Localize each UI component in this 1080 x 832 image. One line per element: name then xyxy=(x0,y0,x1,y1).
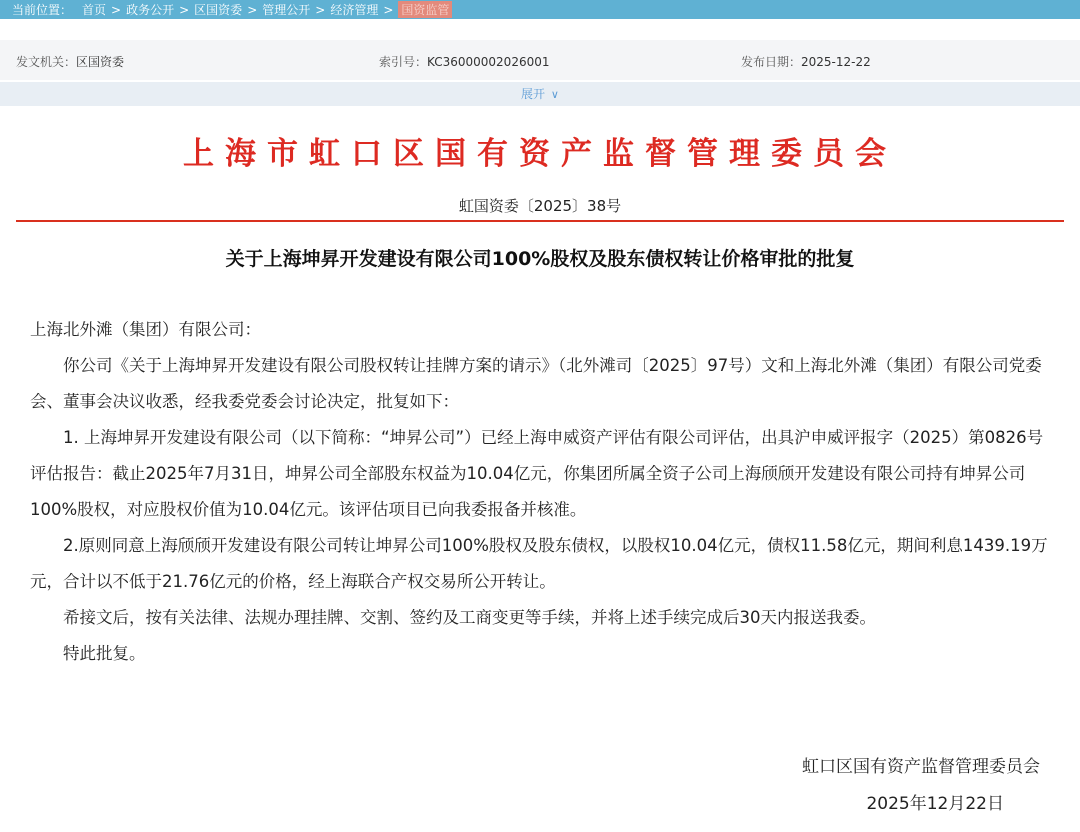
body-paragraph: 你公司《关于上海坤昇开发建设有限公司股权转让挂牌方案的请示》（北外滩司〔2025〕97号）文和上海北外滩（集团）有限公司党委会、董事会决议收悉，经我委党委会讨论决定，批复如下： xyxy=(30,356,1042,411)
breadcrumb-item-gov-affairs[interactable]: 政务公开 xyxy=(126,3,175,17)
breadcrumb-item-home[interactable]: 首页 xyxy=(82,3,107,17)
document-body xyxy=(30,312,1054,672)
meta-issuer-value: 区国资委 xyxy=(76,55,125,69)
breadcrumb-separator: > xyxy=(383,2,394,17)
breadcrumb-item-current[interactable]: 国资监管 xyxy=(398,1,452,18)
salutation: 上海北外滩（集团）有限公司： xyxy=(30,320,261,339)
breadcrumb-separator: > xyxy=(247,2,258,17)
breadcrumb-item-economy[interactable]: 经济管理 xyxy=(330,3,379,17)
meta-index-value: KC36000002026001 xyxy=(427,55,550,69)
signature: 虹口区国有资产监督管理委员会 xyxy=(802,757,1040,777)
meta-date-value: 2025-12-22 xyxy=(801,55,871,69)
chevron-down-icon: ∨ xyxy=(550,88,559,101)
expand-button[interactable] xyxy=(0,82,1080,106)
meta-date-label: 发布日期： xyxy=(741,55,802,69)
body-paragraph: 希接文后，按有关法律、法规办理挂牌、交割、签约及工商变更等手续，并将上述手续完成后30天内报送我委。 xyxy=(63,608,876,627)
issuing-org-title: 上海市虹口区国有资产监督管理委员会 xyxy=(183,136,897,172)
body-paragraph: 2.原则同意上海颀颀开发建设有限公司转让坤昇公司100%股权及股东债权，以股权10.04亿元，债权11.58亿元，期间利息1439.19万元，合计以不低于21.76亿元的价格，经上海联合产权交易所公开转让。 xyxy=(30,536,1048,591)
breadcrumb-separator: > xyxy=(315,2,326,17)
signature-date: 2025年12月22日 xyxy=(866,794,1004,814)
meta-index-label: 索引号： xyxy=(379,55,428,69)
document-meta xyxy=(0,40,1080,80)
meta-issuer-label: 发文机关： xyxy=(16,55,77,69)
document-number: 虹国资委〔2025〕38号 xyxy=(458,197,622,215)
meta-index xyxy=(379,53,550,70)
red-divider xyxy=(16,220,1064,222)
breadcrumb-item-district-sasac[interactable]: 区国资委 xyxy=(194,3,243,17)
meta-date xyxy=(741,53,871,70)
breadcrumb-prefix: 当前位置： xyxy=(12,3,73,17)
body-paragraph: 1. 上海坤昇开发建设有限公司（以下简称：“坤昇公司”）已经上海申威资产评估有限公司评估，出具沪申威评报字（2025）第0826号评估报告：截止2025年7月31日，坤昇公司全部股东权益为10.04亿元，你集团所属全资子公司上海颀颀开发建设有限公司持有坤昇公司100%股权，对应股权价值为10.04亿元。该评估项目已向我委报备并核准。 xyxy=(30,428,1044,519)
expand-label: 展开 xyxy=(521,87,546,101)
breadcrumb xyxy=(0,0,1080,19)
breadcrumb-separator: > xyxy=(111,2,122,17)
breadcrumb-item-management[interactable]: 管理公开 xyxy=(262,3,311,17)
meta-issuer xyxy=(16,53,124,70)
body-paragraph: 特此批复。 xyxy=(63,644,146,663)
breadcrumb-separator: > xyxy=(179,2,190,17)
document-title: 关于上海坤昇开发建设有限公司100%股权及股东债权转让价格审批的批复 xyxy=(225,248,855,270)
